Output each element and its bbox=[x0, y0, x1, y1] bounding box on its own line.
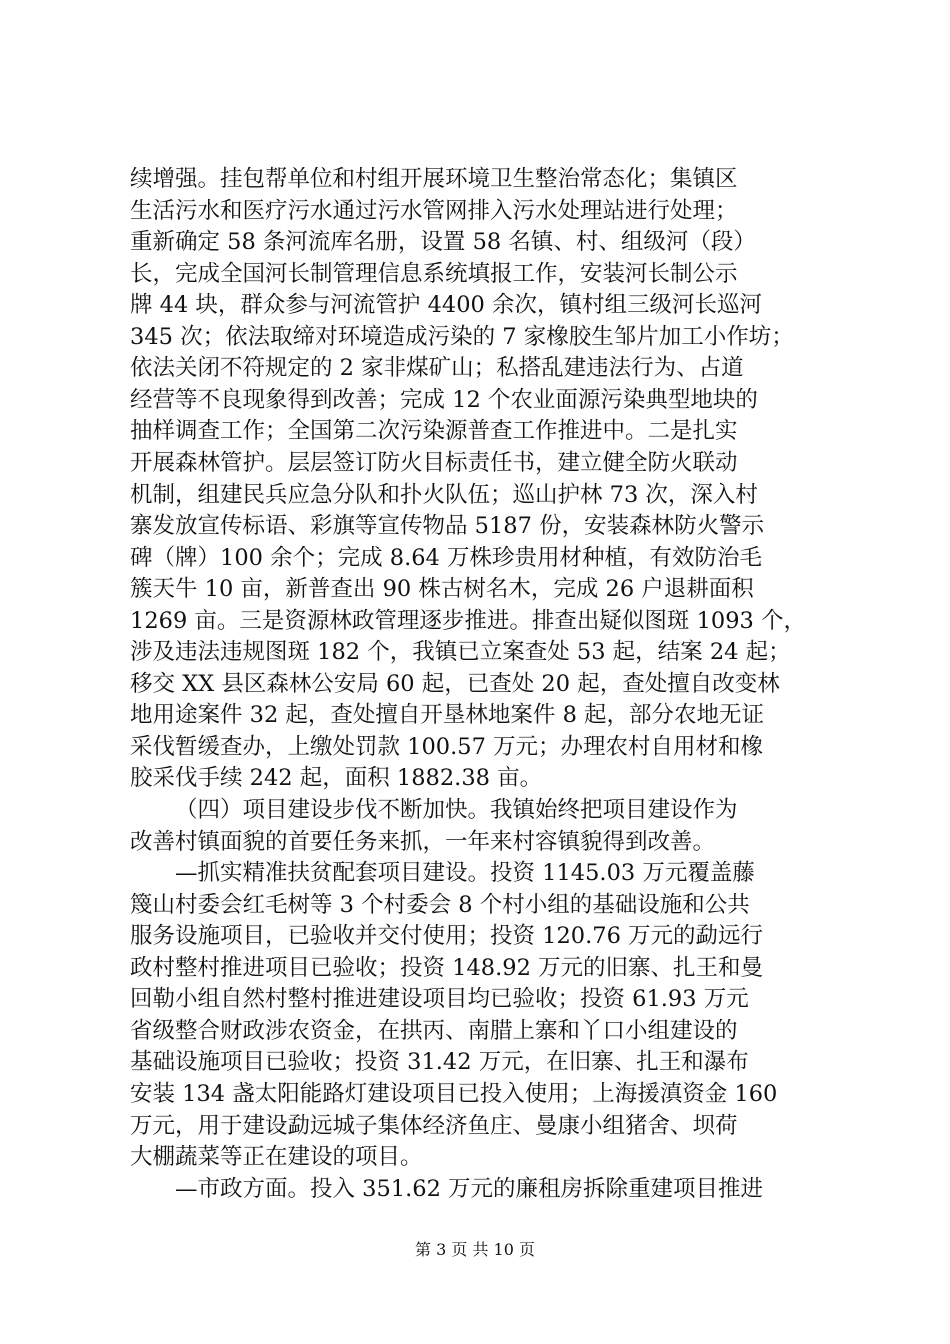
paragraph-line: 大棚蔬菜等正在建设的项目。 bbox=[130, 1144, 423, 1171]
paragraph-line: 胶采伐手续 242 起，面积 1882.38 亩。 bbox=[130, 765, 543, 792]
paragraph-line: 经营等不良现象得到改善；完成 12 个农业面源污染典型地块的 bbox=[130, 386, 758, 413]
paragraph-line: 牌 44 块，群众参与河流管护 4400 余次，镇村组三级河长巡河 bbox=[130, 292, 763, 319]
paragraph-line: —抓实精准扶贫配套项目建设。投资 1145.03 万元覆盖藤 bbox=[175, 860, 755, 887]
paragraph-line: 采伐暂缓查办，上缴处罚款 100.57 万元；办理农村自用材和橡 bbox=[130, 733, 764, 760]
paragraph-line: 1269 亩。三是资源林政管理逐步推进。排查出疑似图斑 1093 个， bbox=[130, 607, 806, 634]
section-heading-line: （四）项目建设步伐不断加快。我镇始终把项目建设作为 bbox=[175, 797, 738, 823]
paragraph-line: —市政方面。投入 351.62 万元的廉租房拆除重建项目推进 bbox=[175, 1175, 764, 1202]
paragraph-line: 长，完成全国河长制管理信息系统填报工作，安装河长制公示 bbox=[130, 260, 738, 287]
paragraph-line: 安装 134 盏太阳能路灯建设项目已投入使用；上海援滇资金 160 bbox=[130, 1080, 778, 1107]
paragraph-line: 省级整合财政涉农资金，在拱丙、南腊上寨和丫口小组建设的 bbox=[130, 1017, 738, 1044]
paragraph-line: 碑（牌）100 余个；完成 8.64 万株珍贵用材种植，有效防治毛 bbox=[130, 544, 763, 571]
paragraph-line: 政村整村推进项目已验收；投资 148.92 万元的旧寨、扎王和曼 bbox=[130, 954, 764, 981]
paragraph-line: 开展森林管护。层层签订防火目标责任书，建立健全防火联动 bbox=[130, 449, 738, 476]
paragraph-line: 万元，用于建设勐远城子集体经济鱼庄、曼康小组猪舍、坝荷 bbox=[130, 1112, 738, 1139]
paragraph-line: 依法关闭不符规定的 2 家非煤矿山；私搭乱建违法行为、占道 bbox=[130, 355, 744, 382]
paragraph-line: 改善村镇面貌的首要任务来抓，一年来村容镇貌得到改善。 bbox=[130, 828, 716, 855]
paragraph-line: 345 次；依法取缔对环境造成污染的 7 家橡胶生邹片加工小作坊； bbox=[130, 323, 794, 350]
paragraph-line: 地用途案件 32 起，查处擅自开垦林地案件 8 起，部分农地无证 bbox=[130, 702, 765, 729]
paragraph-line: 簇天牛 10 亩，新普查出 90 株古树名木，完成 26 户退耕面积 bbox=[130, 576, 754, 603]
paragraph-line: 篾山村委会红毛树等 3 个村委会 8 个村小组的基础设施和公共 bbox=[130, 891, 750, 918]
paragraph-line: 服务设施项目，已验收并交付使用；投资 120.76 万元的勐远行 bbox=[130, 923, 764, 950]
paragraph-line: 回勒小组自然村整村推进建设项目均已验收；投资 61.93 万元 bbox=[130, 986, 749, 1013]
paragraph-line: 基础设施项目已验收；投资 31.42 万元，在旧寨、扎王和瀑布 bbox=[130, 1049, 749, 1076]
paragraph-line: 生活污水和医疗污水通过污水管网排入污水处理站进行处理； bbox=[130, 197, 738, 224]
page-number-footer: 第 3 页 共 10 页 bbox=[415, 1240, 535, 1259]
paragraph-line: 涉及违法违规图斑 182 个，我镇已立案查处 53 起，结案 24 起； bbox=[130, 639, 791, 666]
paragraph-line: 续增强。挂包帮单位和村组开展环境卫生整治常态化；集镇区 bbox=[130, 166, 738, 192]
paragraph-line: 移交 XX 县区森林公安局 60 起，已查处 20 起，查处擅自改变林 bbox=[130, 670, 780, 697]
paragraph-line: 抽样调查工作；全国第二次污染源普查工作推进中。二是扎实 bbox=[130, 418, 738, 445]
paragraph-line: 重新确定 58 条河流库名册，设置 58 名镇、村、组级河（段） bbox=[130, 229, 756, 256]
paragraph-line: 寨发放宣传标语、彩旗等宣传物品 5187 份，安装森林防火警示 bbox=[130, 513, 765, 540]
paragraph-line: 机制，组建民兵应急分队和扑火队伍；巡山护林 73 次，深入村 bbox=[130, 481, 758, 508]
